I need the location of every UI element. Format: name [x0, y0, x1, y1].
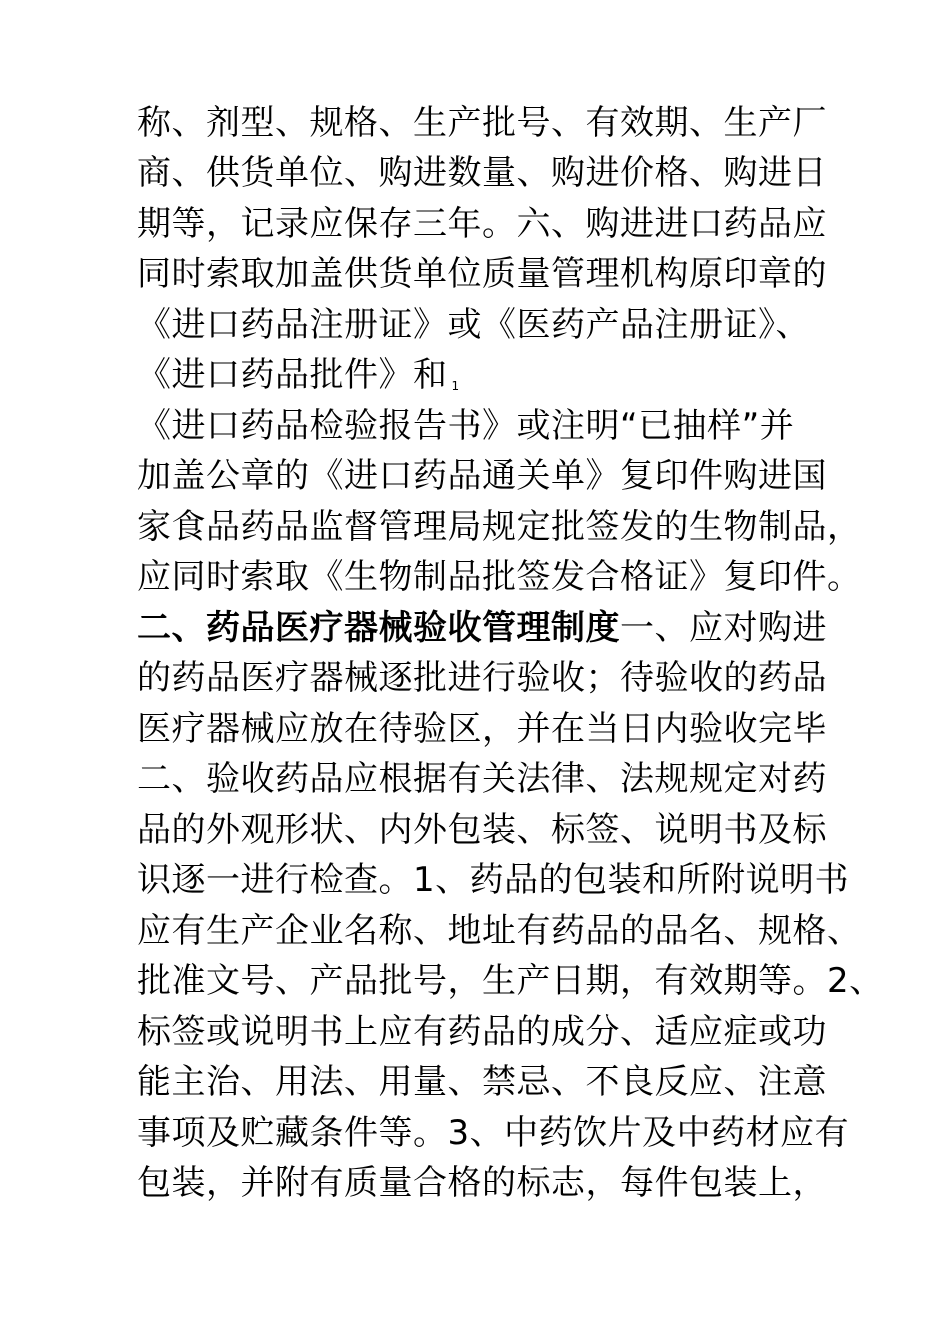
- section-heading: 二、药品医疗器械验收管理制度: [137, 608, 620, 648]
- text-line: 商、供货单位、购进数量、购进价格、购进日: [137, 153, 827, 193]
- text-line: [137, 355, 460, 395]
- text-line: 期等，记录应保存三年。六、购进进口药品应: [137, 204, 827, 244]
- text-line: 识逐一进行检查。1、药品的包装和所附说明书: [137, 860, 850, 900]
- text-line: 医疗器械应放在待验区，并在当日内验收完毕: [137, 709, 827, 749]
- text-line: 二、验收药品应根据有关法律、法规规定对药: [137, 759, 827, 799]
- text-line: 能主治、用法、用量、禁忌、不良反应、注意: [137, 1062, 827, 1102]
- text-line: 应有生产企业名称、地址有药品的品名、规格、: [137, 911, 862, 951]
- footnote-mark: 1: [451, 379, 460, 393]
- text-line: [137, 608, 827, 648]
- text-line-content: 《进口药品批件》和: [137, 355, 448, 395]
- text-line: 的药品医疗器械逐批进行验收；待验收的药品: [137, 658, 827, 698]
- text-line: 《进口药品注册证》或《医药产品注册证》、: [137, 305, 810, 345]
- text-line: 加盖公章的《进口药品通关单》复印件购进国: [137, 456, 827, 496]
- text-line: 包装，并附有质量合格的标志，每件包装上，: [137, 1163, 827, 1203]
- text-line-content: 一、应对购进: [620, 608, 827, 648]
- text-line: 事项及贮藏条件等。3、中药饮片及中药材应有: [137, 1113, 850, 1153]
- text-line: 品的外观形状、内外包装、标签、说明书及标: [137, 810, 827, 850]
- text-line: 批准文号、产品批号，生产日期，有效期等。2、: [137, 961, 884, 1001]
- text-line: 标签或说明书上应有药品的成分、适应症或功: [137, 1012, 827, 1052]
- text-line: 应同时索取《生物制品批签发合格证》复印件。: [137, 557, 862, 597]
- text-line: 《进口药品检验报告书》或注明“已抽样”并: [137, 406, 795, 446]
- text-line: 称、剂型、规格、生产批号、有效期、生产厂: [137, 103, 827, 143]
- text-line: 同时索取加盖供货单位质量管理机构原印章的: [137, 254, 827, 294]
- text-line: 家食品药品监督管理局规定批签发的生物制品，: [137, 507, 862, 547]
